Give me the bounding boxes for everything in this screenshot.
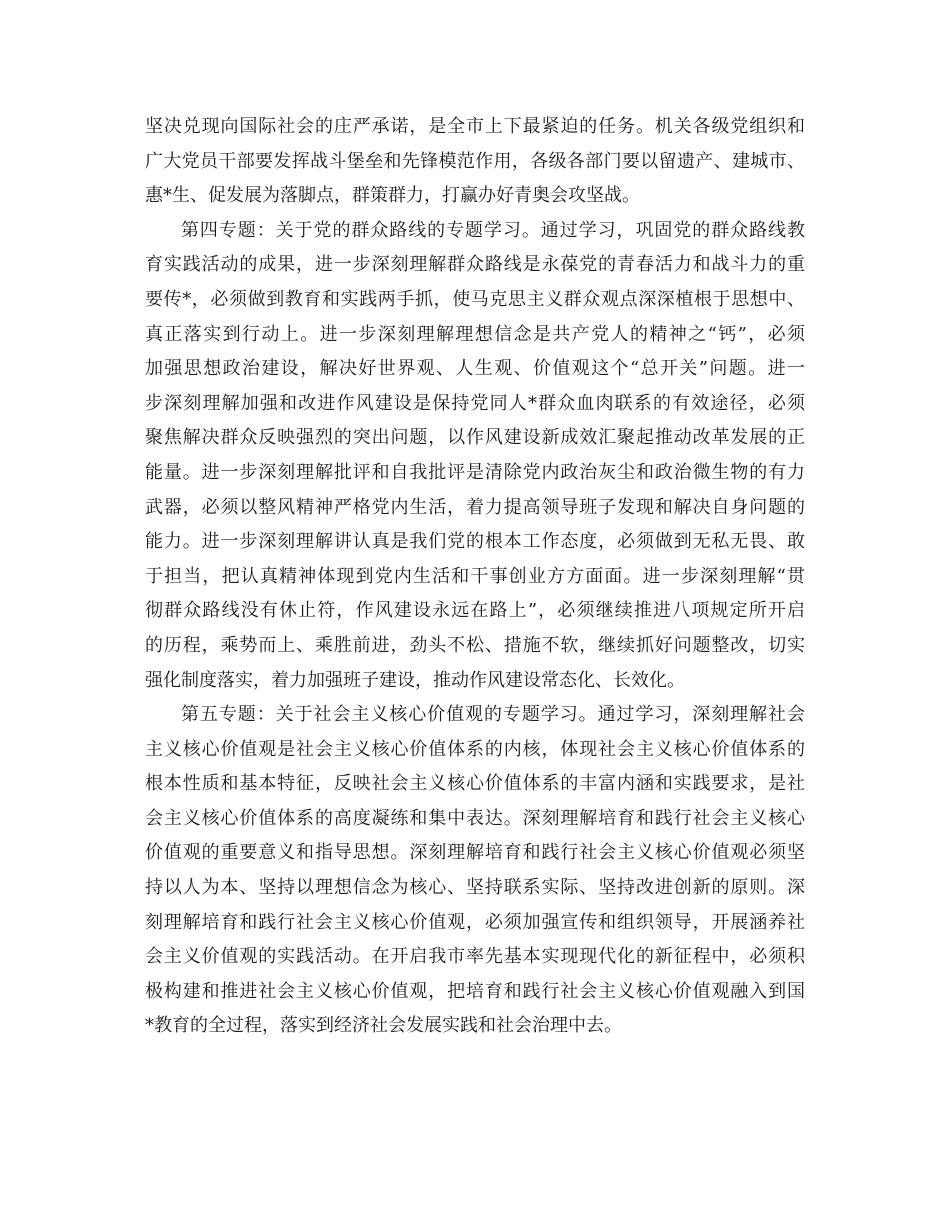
text-line: 会主义核心价值体系的高度凝练和集中表达。深刻理解培育和践行社会主义核心 [145,807,805,829]
text-line: 根本性质和基本特征，反映社会主义核心价值体系的丰富内涵和实践要求，是社 [145,773,805,795]
text-line: 能力。进一步深刻理解讲认真是我们党的根本工作态度，必须做到无私无畏、敢 [145,531,805,553]
text-line: 要传*，必须做到教育和实践两手抓，使马克思主义群众观点深深植根于思想中、 [145,288,805,310]
text-line: 广大党员干部要发挥战斗堡垒和先锋模范作用，各级各部门要以留遗产、建城市、 [145,150,805,172]
text-line: 惠*生、促发展为落脚点，群策群力，打赢办好青奥会攻坚战。 [145,185,640,207]
text-line: 会主义价值观的实践活动。在开启我市率先基本实现现代化的新征程中，必须积 [145,946,805,968]
text-line: 真正落实到行动上。进一步深刻理解理想信念是共产党人的精神之“钙”，必须 [145,323,805,345]
text-line: 步深刻理解加强和改进作风建设是保持党同人*群众血肉联系的有效途径，必须 [145,392,805,414]
text-line: 的历程，乘势而上、乘胜前进，劲头不松、措施不软，继续抓好问题整改，切实 [145,634,805,656]
text-line: 能量。进一步深刻理解批评和自我批评是清除党内政治灰尘和政治微生物的有力 [145,461,805,483]
text-line: 加强思想政治建设，解决好世界观、人生观、价值观这个“总开关”问题。进一 [145,358,805,380]
text-line: 育实践活动的成果，进一步深刻理解群众路线是永葆党的青春活力和战斗力的重 [145,254,805,276]
text-line: 强化制度落实，着力加强班子建设，推动作风建设常态化、长效化。 [145,669,685,691]
text-line: 聚焦解决群众反映强烈的突出问题，以作风建设新成效汇聚起推动改革发展的正 [145,427,805,449]
text-line: 坚决兑现向国际社会的庄严承诺，是全市上下最紧迫的任务。机关各级党组织和 [145,116,805,137]
text-line: 于担当，把认真精神体现到党内生活和干事创业方方面面。进一步深刻理解“贯 [145,565,805,587]
paragraph-first-line: 第五专题：关于社会主义核心价值观的专题学习。通过学习，深刻理解社会 [181,704,805,726]
text-line: 彻群众路线没有休止符，作风建设永远在路上”，必须继续推进八项规定所开启 [145,600,805,622]
text-line: 极构建和推进社会主义核心价值观，把培育和践行社会主义核心价值观融入到国 [145,980,805,1002]
text-line: 价值观的重要意义和指导思想。深刻理解培育和践行社会主义核心价值观必须坚 [145,842,805,864]
text-line: 持以人为本、坚持以理想信念为核心、坚持联系实际、坚持改进创新的原则。深 [145,877,805,899]
text-line: *教育的全过程，落实到经济社会发展实践和社会治理中去。 [145,1015,622,1037]
paragraph-first-line: 第四专题：关于党的群众路线的专题学习。通过学习，巩固党的群众路线教 [181,219,805,241]
text-line: 刻理解培育和践行社会主义核心价值观，必须加强宣传和组织领导，开展涵养社 [145,911,805,933]
document-body [145,110,805,1044]
text-line: 武器，必须以整风精神严格党内生活，着力提高领导班子发现和解决自身问题的 [145,496,805,518]
text-line: 主义核心价值观是社会主义核心价值体系的内核，体现社会主义核心价值体系的 [145,738,805,760]
